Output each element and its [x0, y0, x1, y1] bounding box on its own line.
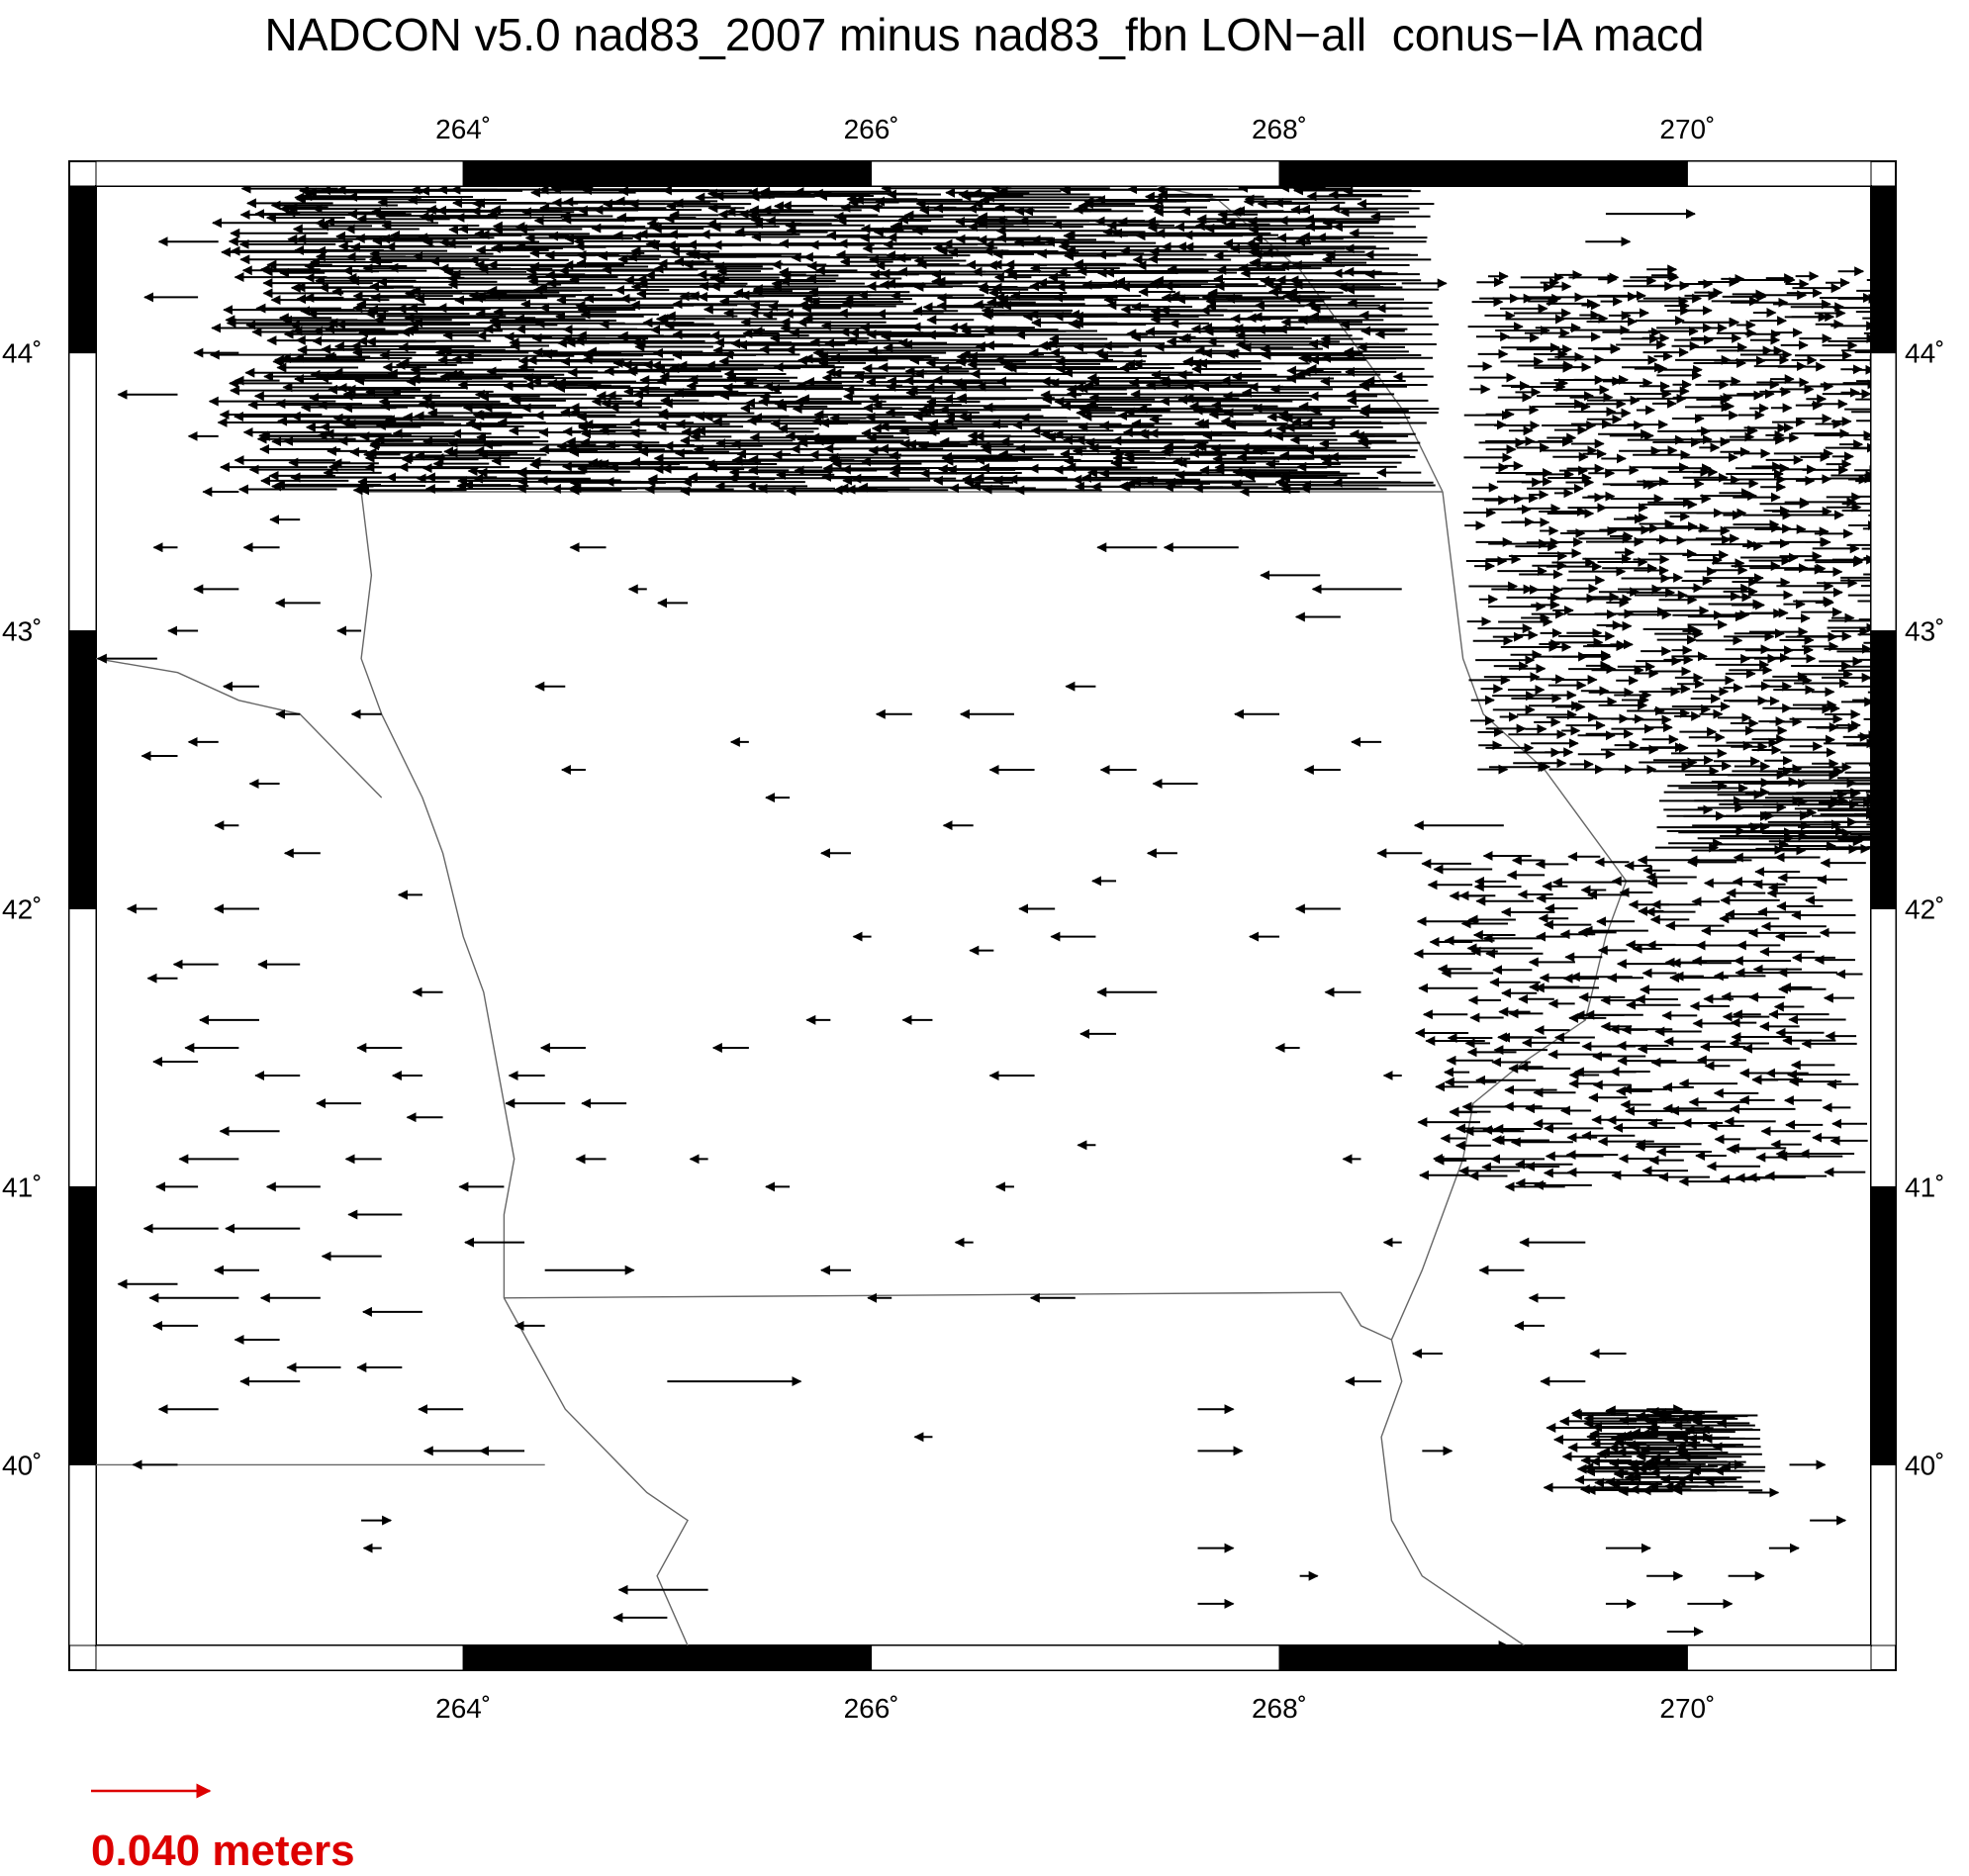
frame-bar — [69, 186, 96, 353]
lon-tick-label-top: 270˚ — [1659, 114, 1716, 144]
frame-bar — [872, 1645, 1279, 1670]
frame-bar — [1871, 186, 1896, 353]
frame-bar — [1279, 1645, 1687, 1670]
frame-bar — [69, 631, 96, 909]
lat-tick-label-right: 41˚ — [1905, 1172, 1945, 1203]
boundary-line — [96, 659, 382, 798]
frame-bar — [1687, 1645, 1871, 1670]
frame-bar — [1871, 631, 1896, 909]
boundary-line — [1341, 1292, 1392, 1340]
frame-bar — [69, 908, 96, 1186]
lat-tick-label-right: 44˚ — [1905, 337, 1945, 369]
lat-tick-label-left: 41˚ — [2, 1172, 43, 1203]
lat-tick-label-left: 44˚ — [2, 337, 43, 369]
lat-tick-label-right: 42˚ — [1905, 893, 1945, 925]
lon-tick-label-bottom: 266˚ — [843, 1693, 899, 1724]
lon-tick-label-bottom: 264˚ — [435, 1693, 492, 1724]
frame-bar — [463, 161, 871, 186]
lon-tick-label-bottom: 270˚ — [1659, 1693, 1716, 1724]
frame-bar — [1687, 161, 1871, 186]
lon-tick-label-top: 266˚ — [843, 114, 899, 144]
frame-bar — [69, 1186, 96, 1464]
lon-tick-label-top: 268˚ — [1251, 114, 1308, 144]
frame-bar — [1279, 161, 1687, 186]
frame-bar — [463, 1645, 871, 1670]
frame-bar — [1871, 1464, 1896, 1645]
frame-bar — [1871, 353, 1896, 631]
lon-tick-label-top: 264˚ — [435, 114, 492, 144]
lat-tick-label-left: 42˚ — [2, 893, 43, 925]
scale-label: 0.040 meters — [91, 1827, 355, 1875]
lat-tick-label-left: 43˚ — [2, 615, 43, 647]
lat-tick-label-left: 40˚ — [2, 1450, 43, 1481]
frame-bar — [69, 1464, 96, 1645]
frame-bar — [96, 1645, 463, 1670]
frame-bar — [96, 161, 463, 186]
displacement-vectors — [98, 187, 1969, 1645]
frame-bar — [1871, 908, 1896, 1186]
lat-tick-label-right: 43˚ — [1905, 615, 1945, 647]
frame-bar — [69, 353, 96, 631]
boundary-line — [361, 492, 688, 1645]
frame-bar — [872, 161, 1279, 186]
map-title: NADCON v5.0 nad83_2007 minus nad83_fbn LON−all conus−IA macd — [264, 9, 1705, 60]
frame-bar — [1871, 1186, 1896, 1464]
lat-tick-label-right: 40˚ — [1905, 1450, 1945, 1481]
boundary-line — [504, 1292, 1341, 1298]
lon-tick-label-bottom: 268˚ — [1251, 1693, 1308, 1724]
